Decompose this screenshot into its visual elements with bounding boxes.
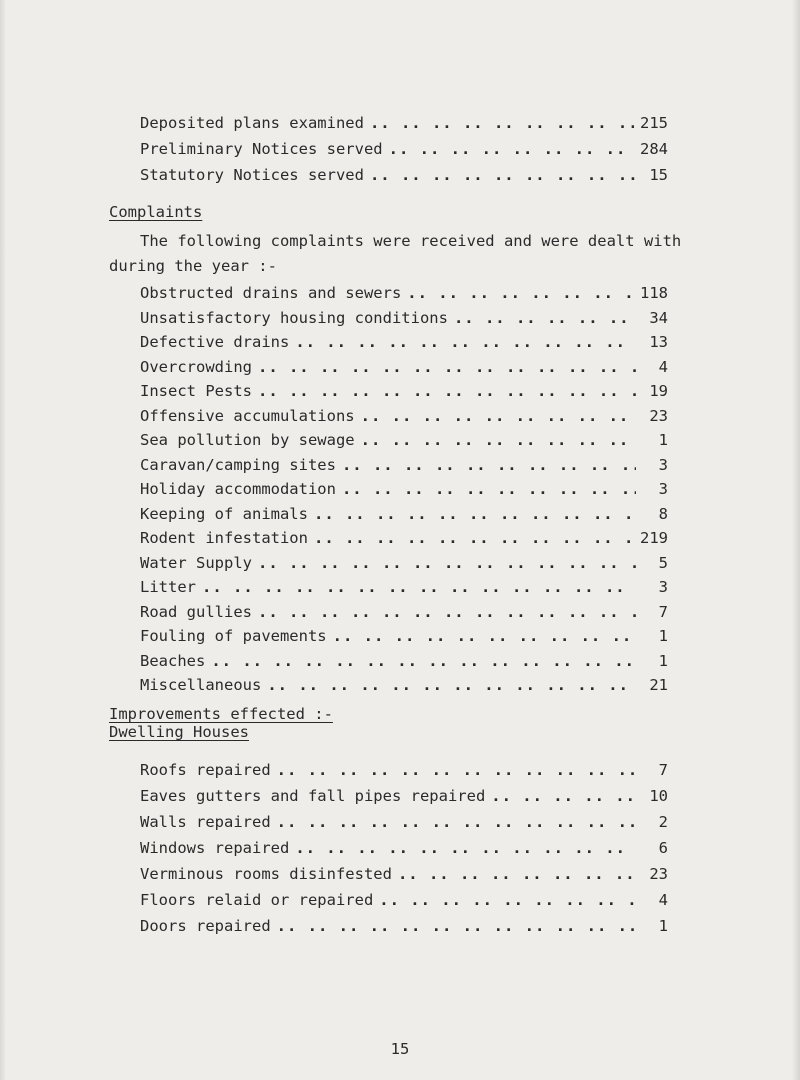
complaint-value: 34 (649, 308, 668, 327)
complaint-value: 5 (658, 553, 668, 572)
complaint-value: 3 (658, 480, 668, 498)
complaint-row (140, 652, 668, 676)
leader-dots (258, 554, 636, 572)
stat-row (140, 140, 668, 164)
leader-dots (370, 166, 636, 184)
complaint-label: Keeping of animals (140, 504, 308, 523)
leader-dots (370, 114, 634, 132)
complaint-value: 7 (658, 602, 668, 621)
complaint-row (140, 578, 668, 602)
improvement-value: 10 (649, 787, 668, 805)
complaint-label: Unsatisfactory housing conditions (140, 308, 448, 327)
leader-dots (314, 505, 636, 523)
complaint-row (140, 676, 668, 700)
leader-dots (258, 358, 636, 376)
leader-dots (379, 891, 636, 909)
complaint-value: 21 (649, 676, 668, 694)
leader-dots (333, 627, 636, 645)
complaint-label: Offensive accumulations (140, 406, 355, 425)
complaint-value: 1 (658, 651, 668, 670)
complaint-label: Overcrowding (140, 357, 252, 376)
leader-dots (342, 480, 636, 498)
complaint-row (140, 603, 668, 627)
improvements-heading: Improvements effected :- (109, 705, 333, 723)
complaint-label: Litter (140, 578, 196, 596)
leader-dots (407, 284, 634, 302)
leader-dots (258, 603, 636, 621)
stat-label: Preliminary Notices served (140, 140, 383, 158)
improvement-row (140, 839, 668, 863)
improvement-label: Roofs repaired (140, 761, 271, 779)
leader-dots (295, 839, 636, 857)
complaint-row (140, 529, 668, 553)
improvement-value: 6 (658, 839, 668, 857)
complaint-value: 4 (658, 357, 668, 376)
improvement-row (140, 917, 668, 941)
complaint-label: Insect Pests (140, 382, 252, 400)
complaint-row (140, 431, 668, 455)
complaint-row (140, 309, 668, 333)
page-edge-right (792, 0, 800, 1080)
complaint-value: 118 (640, 284, 668, 302)
stat-value: 215 (640, 114, 668, 132)
complaint-value: 1 (658, 431, 668, 449)
leader-dots (267, 676, 636, 694)
complaint-value: 23 (649, 406, 668, 425)
improvement-label: Windows repaired (140, 839, 290, 857)
complaint-label: Fouling of pavements (140, 627, 327, 645)
improvement-label: Eaves gutters and fall pipes repaired (140, 787, 486, 805)
complaint-value: 3 (658, 578, 668, 596)
leader-dots (491, 787, 636, 805)
improvement-label: Doors repaired (140, 917, 271, 935)
improvement-row (140, 761, 668, 785)
leader-dots (202, 578, 636, 596)
improvement-label: Walls repaired (140, 813, 271, 831)
dwelling-houses-subheading: Dwelling Houses (109, 723, 249, 741)
complaint-row (140, 333, 668, 357)
improvement-value: 1 (658, 917, 668, 935)
complaint-label: Obstructed drains and sewers (140, 284, 402, 302)
stat-label: Deposited plans examined (140, 114, 364, 132)
stat-value: 284 (640, 140, 668, 158)
leader-dots (277, 813, 636, 831)
improvement-row (140, 865, 668, 889)
complaint-label: Holiday accommodation (140, 480, 336, 498)
complaint-row (140, 407, 668, 431)
complaint-label: Rodent infestation (140, 529, 308, 547)
complaint-row (140, 284, 668, 308)
page-number: 15 (390, 1040, 410, 1058)
complaint-row (140, 382, 668, 406)
leader-dots (454, 309, 636, 327)
complaint-row (140, 358, 668, 382)
complaint-row (140, 554, 668, 578)
leader-dots (361, 407, 636, 425)
improvement-value: 7 (658, 761, 668, 779)
complaint-row (140, 627, 668, 651)
complaint-value: 3 (658, 455, 668, 474)
leader-dots (314, 529, 634, 547)
complaint-label: Miscellaneous (140, 676, 262, 694)
complaint-label: Caravan/camping sites (140, 455, 336, 474)
leader-dots (295, 333, 636, 351)
improvement-label: Verminous rooms disinfested (140, 865, 392, 883)
improvement-row (140, 787, 668, 811)
complaint-label: Beaches (140, 651, 206, 670)
leader-dots (361, 431, 636, 449)
leader-dots (277, 761, 636, 779)
leader-dots (277, 917, 636, 935)
complaint-value: 219 (640, 529, 668, 547)
stat-row (140, 166, 668, 190)
complaint-label: Water Supply (140, 553, 252, 572)
complaints-intro: The following complaints were received and were dealt with during the year :- (109, 232, 682, 275)
leader-dots (398, 865, 636, 883)
complaint-row (140, 480, 668, 504)
improvement-value: 23 (649, 865, 668, 883)
complaint-label: Defective drains (140, 333, 290, 351)
leader-dots (342, 456, 636, 474)
improvement-row (140, 891, 668, 915)
complaint-row (140, 505, 668, 529)
stat-row (140, 114, 668, 138)
improvement-value: 4 (658, 891, 668, 909)
improvement-value: 2 (658, 813, 668, 831)
leader-dots (258, 382, 636, 400)
complaint-label: Sea pollution by sewage (140, 431, 355, 449)
stat-label: Statutory Notices served (140, 166, 364, 184)
complaints-heading: Complaints (109, 203, 203, 221)
leader-dots (389, 140, 634, 158)
page-edge-left (0, 0, 6, 1080)
improvement-label: Floors relaid or repaired (140, 891, 374, 909)
complaint-label: Road gullies (140, 602, 252, 621)
complaint-value: 19 (649, 382, 668, 400)
improvement-row (140, 813, 668, 837)
leader-dots (211, 652, 636, 670)
complaint-row (140, 456, 668, 480)
complaint-value: 13 (649, 333, 668, 351)
complaint-value: 1 (658, 627, 668, 645)
stat-value: 15 (649, 166, 668, 184)
complaint-value: 8 (658, 504, 668, 523)
